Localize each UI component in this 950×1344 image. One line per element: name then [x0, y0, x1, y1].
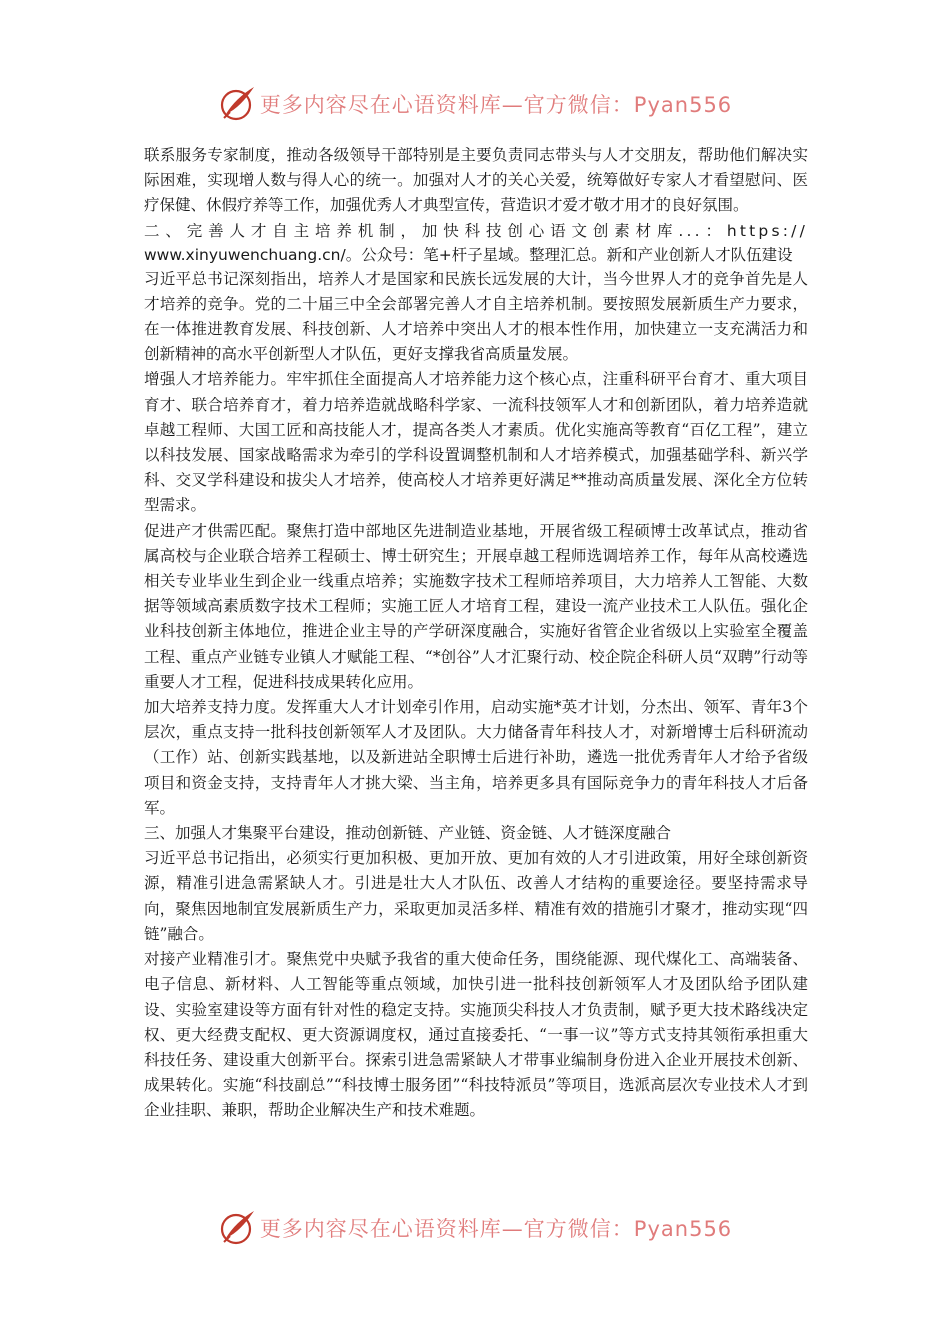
quill-logo-icon — [218, 1208, 258, 1248]
section-heading-line1: 二、完善人才自主培养机制，加快科技创心语文创素材库...：https:// — [144, 221, 808, 240]
paragraph: 习近平总书记指出，必须实行更加积极、更加开放、更加有效的人才引进政策，用好全球创新资源，精准引进急需紧缺人才。引进是壮大人才队伍、改善人才结构的重要途径。要坚持需求导向，聚焦因地制宜发展新质生产力，采取更加灵活多样、精准有效的措施引才聚才，推动实现“四链”融合。 — [144, 849, 808, 943]
paragraph: 增强人才培养能力。牢牢抓住全面提高人才培养能力这个核心点，注重科研平台育才、重大项目育才、联合培养育才，着力培养造就战略科学家、一流科技领军人才和创新团队，着力培养造就卓越工程师、大国工匠和高技能人才，提高各类人才素质。优化实施高等教育“百亿工程”，建立以科技发展、国家战略需求为牵引的学科设置调整机制和人才培养模式，加强基础学科、新兴学科、交叉学科建设和拔尖人才培养，使高校人才培养更好满足**推动高质量发展、深化全方位转型需求。 — [144, 370, 808, 515]
paragraph: 加大培养支持力度。发挥重大人才计划牵引作用，启动实施*英才计划，分杰出、领军、青年3个层次，重点支持一批科技创新领军人才及团队。大力储备青年科技人才，对新增博士后科研流动（工作）站、创新实践基地，以及新进站全职博士后进行补助，遴选一批优秀青年人才给予省级项目和资金支持，支持青年人才挑大梁、当主角，培养更多具有国际竞争力的青年科技人才后备军。 — [144, 698, 808, 817]
paragraph: 促进产才供需匹配。聚焦打造中部地区先进制造业基地，开展省级工程硕博士改革试点，推动省属高校与企业联合培养工程硕士、博士研究生；开展卓越工程师选调培养工作，每年从高校遴选相关专业毕业生到企业一线重点培养；实施数字技术工程师培养项目，大力培养人工智能、大数据等领域高素质数字技术工程师；实施工匠人才培育工程，建设一流产业技术工人队伍。强化企业科技创新主体地位，推进企业主导的产学研深度融合，实施好省管企业省级以上实验室全覆盖工程、重点产业链专业镇人才赋能工程、“*创谷”人才汇聚行动、校企院企科研人员“双聘”行动等重要人才工程，促进科技成果转化应用。 — [144, 521, 808, 691]
header-watermark-banner — [0, 82, 950, 126]
section-heading — [144, 219, 808, 267]
footer-watermark-banner — [0, 1206, 950, 1250]
paragraph: 联系服务专家制度，推动各级领导干部特别是主要负责同志带头与人才交朋友，帮助他们解决实际困难，实现增人数与得人心的统一。加强对人才的关心关爱，统筹做好专家人才看望慰问、医疗保健、休假疗养等工作，加强优秀人才典型宣传，营造识才爱才敬才用才的良好氛围。 — [144, 146, 808, 215]
section-heading-3: 三、加强人才集聚平台建设，推动创新链、产业链、资金链、人才链深度融合 — [144, 824, 672, 843]
quill-logo-icon — [218, 84, 258, 124]
section-heading-rest: www.xinyuwenchuang.cn/。公众号：笔+杆子星域。整理汇总。新和产业创新人才队伍建设 — [144, 245, 793, 264]
paragraph: 习近平总书记深刻指出，培养人才是国家和民族长远发展的大计，当今世界人才的竞争首先是人才培养的竞争。党的二十届三中全会部署完善人才自主培养机制。要按照发展新质生产力要求，在一体推进教育发展、科技创新、人才培养中突出人才的根本性作用，加快建立一支充满活力和创新精神的高水平创新型人才队伍，更好支撑我省高质量发展。 — [144, 269, 808, 364]
paragraph: 对接产业精准引才。聚焦党中央赋予我省的重大使命任务，围绕能源、现代煤化工、高端装备、电子信息、新材料、人工智能等重点领域，加快引进一批科技创新领军人才及团队给予团队建设、实验室建设等方面有针对性的稳定支持。实施顶尖科技人才负责制，赋予更大技术路线决定权、更大经费支配权、更大资源调度权，通过直接委托、“一事一议”等方式支持其领衔承担重大科技任务、建设重大创新平台。探索引进急需紧缺人才带事业编制身份进入企业开展技术创新、成果转化。实施“科技副总”“科技博士服务团”“科技特派员”等项目，选派高层次专业技术人才到企业挂职、兼职，帮助企业解决生产和技术难题。 — [144, 950, 808, 1120]
watermark-text: 更多内容尽在心语资料库—官方微信：Pyan556 — [259, 93, 733, 117]
document-body — [144, 143, 808, 1124]
watermark-text: 更多内容尽在心语资料库—官方微信：Pyan556 — [259, 1217, 733, 1241]
